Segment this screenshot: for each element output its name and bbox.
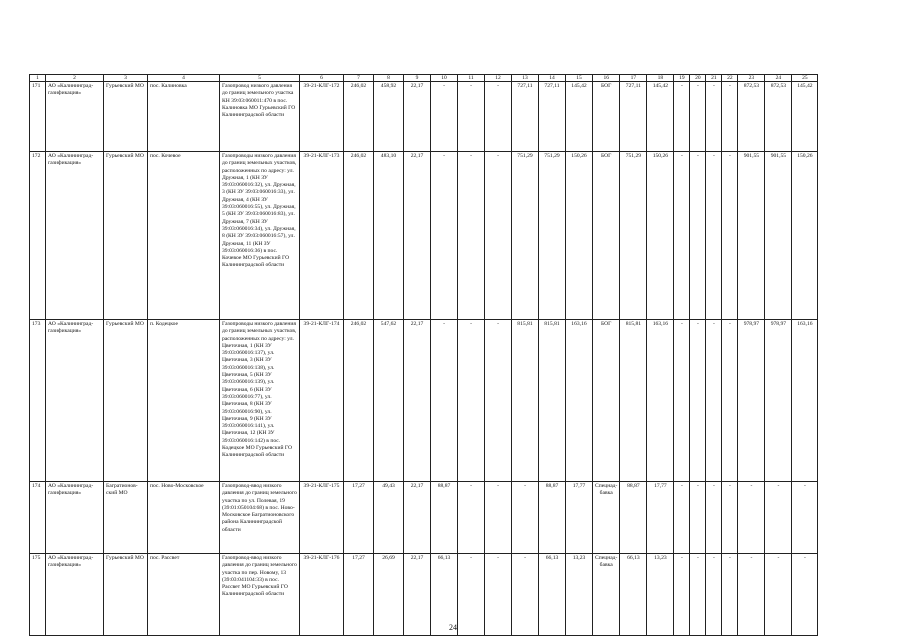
- table-cell: Гурьевский МО: [104, 82, 148, 152]
- table-cell: 145,42: [566, 82, 593, 152]
- column-number: 8: [374, 75, 404, 82]
- table-cell: БОГ: [593, 320, 620, 482]
- table-cell: -: [690, 554, 706, 636]
- table-cell: -: [458, 554, 485, 636]
- table-cell: 547,62: [374, 320, 404, 482]
- table-cell: -: [722, 320, 738, 482]
- table-cell: -: [674, 554, 690, 636]
- column-number: 3: [104, 75, 148, 82]
- table-cell: 17,27: [344, 554, 374, 636]
- table-cell: п. Кодецкое: [148, 320, 220, 482]
- table-cell: -: [706, 482, 722, 554]
- table-cell: Газопроводы низкого давления до границ земельных участков, расположенных по адресу: ул. Цветочная, 1 (КН ЗУ 39:03:060016:137), ул. Цветочная, 3 (КН ЗУ 39:03:060016:138), ул. Цветочная, 5 (КН ЗУ 39:03:060016:139), ул. Цветочная, 6 (КН ЗУ 39:03:060016:77), ул. Цветочная, 8 (КН ЗУ 39:03:060016:90), ул. Цветочная, 9 (КН ЗУ 39:03:060016:141), ул. Цветочная, 12 (КН ЗУ 39:03:060016:142) в пос. Кодецкое МО Гурьевский ГО Калининградской области: [220, 320, 300, 482]
- table-cell: 751,29: [620, 152, 647, 320]
- table-cell: -: [431, 152, 458, 320]
- table-cell: 145,42: [647, 82, 674, 152]
- table-cell: Газопровод-ввод низкого давления до границ земельного участка по пер. Новому, 13 (39:03:041104:33) в пос. Рассвет МО Гурьевский ГО Калининградской области: [220, 554, 300, 636]
- table-cell: -: [765, 482, 792, 554]
- column-number: 25: [792, 75, 818, 82]
- table-cell: 163,16: [792, 320, 818, 482]
- table-cell: пос. Ново-Московское: [148, 482, 220, 554]
- table-cell: -: [512, 554, 539, 636]
- table-cell: -: [722, 482, 738, 554]
- table-cell: 39-21-КЛГ-174: [300, 320, 344, 482]
- column-number: 18: [647, 75, 674, 82]
- table-cell: Газопровод низкого давления до границ земельного участка КН 39:03:060011:470 в пос. Калиновка МО Гурьевский ГО Калининградской области: [220, 82, 300, 152]
- table-cell: 22,17: [404, 554, 431, 636]
- table-cell: 66,13: [431, 554, 458, 636]
- table-cell: 88,87: [431, 482, 458, 554]
- table-cell: 815,81: [539, 320, 566, 482]
- table-cell: 173: [30, 320, 46, 482]
- table-cell: 901,55: [765, 152, 792, 320]
- table-cell: 22,17: [404, 482, 431, 554]
- table-cell: 17,27: [344, 482, 374, 554]
- table-cell: 751,29: [539, 152, 566, 320]
- column-number: 12: [485, 75, 512, 82]
- table-cell: 88,87: [620, 482, 647, 554]
- table-cell: АО «Калининград- газификация»: [46, 554, 104, 636]
- table-cell: 163,16: [647, 320, 674, 482]
- table-cell: 727,11: [620, 82, 647, 152]
- column-number: 24: [765, 75, 792, 82]
- table-cell: -: [485, 482, 512, 554]
- table-cell: 66,13: [539, 554, 566, 636]
- table-cell: 150,26: [792, 152, 818, 320]
- table-cell: 66,13: [620, 554, 647, 636]
- table-cell: -: [690, 482, 706, 554]
- column-number: 17: [620, 75, 647, 82]
- table-cell: -: [458, 482, 485, 554]
- table-cell: -: [458, 320, 485, 482]
- table-cell: 39-21-КЛГ-173: [300, 152, 344, 320]
- column-number: 19: [674, 75, 690, 82]
- table-cell: -: [722, 152, 738, 320]
- table-cell: пос. Рассвет: [148, 554, 220, 636]
- table-cell: 246,02: [344, 82, 374, 152]
- table-cell: Спецнад- бавка: [593, 482, 620, 554]
- table-cell: АО «Калининград- газификация»: [46, 152, 104, 320]
- table-cell: 901,55: [738, 152, 765, 320]
- table-row: [30, 82, 818, 152]
- table-row: [30, 482, 818, 554]
- table-cell: 22,17: [404, 152, 431, 320]
- column-number: 16: [593, 75, 620, 82]
- table-cell: -: [722, 554, 738, 636]
- table-cell: АО «Калининград- газификация»: [46, 320, 104, 482]
- table-cell: 171: [30, 82, 46, 152]
- table-cell: -: [512, 482, 539, 554]
- table-cell: Гурьевский МО: [104, 554, 148, 636]
- table-cell: -: [458, 152, 485, 320]
- table-cell: -: [690, 152, 706, 320]
- column-number: 9: [404, 75, 431, 82]
- table-cell: АО «Калининград- газификация»: [46, 482, 104, 554]
- table-cell: 174: [30, 482, 46, 554]
- table-cell: 751,29: [512, 152, 539, 320]
- table-cell: -: [485, 152, 512, 320]
- table-cell: -: [706, 82, 722, 152]
- table-cell: 163,16: [566, 320, 593, 482]
- table-row: [30, 152, 818, 320]
- table-cell: -: [485, 554, 512, 636]
- table-cell: 13,23: [566, 554, 593, 636]
- table-cell: -: [485, 82, 512, 152]
- column-number: 22: [722, 75, 738, 82]
- table-cell: -: [674, 482, 690, 554]
- table-cell: 145,42: [792, 82, 818, 152]
- table-row: [30, 554, 818, 636]
- column-number: 23: [738, 75, 765, 82]
- table-cell: -: [431, 82, 458, 152]
- column-number: 21: [706, 75, 722, 82]
- table-cell: 39-21-КЛГ-175: [300, 482, 344, 554]
- table-cell: 49,43: [374, 482, 404, 554]
- table-cell: 978,97: [738, 320, 765, 482]
- table-cell: 727,11: [512, 82, 539, 152]
- column-number: 14: [539, 75, 566, 82]
- table-cell: -: [792, 482, 818, 554]
- table-cell: -: [674, 320, 690, 482]
- table-cell: 22,17: [404, 320, 431, 482]
- table-cell: -: [722, 82, 738, 152]
- table-cell: -: [706, 320, 722, 482]
- table-cell: -: [674, 152, 690, 320]
- table-cell: 39-21-КЛГ-176: [300, 554, 344, 636]
- table-cell: 246,02: [344, 152, 374, 320]
- table-cell: -: [706, 152, 722, 320]
- table-cell: пос. Калиновка: [148, 82, 220, 152]
- table-cell: 88,87: [539, 482, 566, 554]
- table-cell: 246,02: [344, 320, 374, 482]
- column-number: 6: [300, 75, 344, 82]
- table-cell: Газопровод-ввод низкого давления до границ земельного участка по ул. Полевая, 19 (39:01:050104:68) в пос. Ново-Московское Багратионовского района Калининградской области: [220, 482, 300, 554]
- table-cell: 815,81: [512, 320, 539, 482]
- column-number: 20: [690, 75, 706, 82]
- table-cell: 815,81: [620, 320, 647, 482]
- table-cell: БОГ: [593, 82, 620, 152]
- table-row: [30, 320, 818, 482]
- column-number: 13: [512, 75, 539, 82]
- column-number: 2: [46, 75, 104, 82]
- column-number-row: [30, 75, 818, 82]
- table-cell: 150,26: [647, 152, 674, 320]
- table-cell: АО «Калининград- газификация»: [46, 82, 104, 152]
- table-cell: -: [485, 320, 512, 482]
- table-cell: -: [738, 554, 765, 636]
- table-cell: Багратионов- ский МО: [104, 482, 148, 554]
- table-cell: 17,77: [647, 482, 674, 554]
- table-cell: Гурьевский МО: [104, 152, 148, 320]
- table-cell: -: [738, 482, 765, 554]
- table-cell: -: [792, 554, 818, 636]
- table-cell: -: [690, 82, 706, 152]
- page-number: 24: [449, 623, 457, 632]
- column-number: 1: [30, 75, 46, 82]
- table-cell: -: [431, 320, 458, 482]
- table-cell: 17,77: [566, 482, 593, 554]
- table-cell: 483,10: [374, 152, 404, 320]
- table-cell: БОГ: [593, 152, 620, 320]
- table-cell: 458,92: [374, 82, 404, 152]
- column-number: 11: [458, 75, 485, 82]
- table-cell: -: [674, 82, 690, 152]
- table-cell: 727,11: [539, 82, 566, 152]
- table-cell: -: [765, 554, 792, 636]
- column-number: 5: [220, 75, 300, 82]
- table-cell: 39-21-КЛГ-172: [300, 82, 344, 152]
- column-number: 10: [431, 75, 458, 82]
- column-number: 15: [566, 75, 593, 82]
- table-cell: Газопроводы низкого давления до границ земельных участков, расположенных по адресу: ул. Дружная, 1 (КН ЗУ 39:03:060016:32), ул. Дружная, 3 (КН ЗУ 39:03:060016:33), ул. Дружная, 4 (КН ЗУ 39:03:060016:55), ул. Дружная, 5 (КН ЗУ 39:03:060016:83), ул. Дружная, 7 (КН ЗУ 39:03:060016:34), ул. Дружная, 8 (КН ЗУ 39:03:060016:57), ул. Дружная, 11 (КН ЗУ 39:03:060016:36) в пос. Кочевое МО Гурьевский ГО Калининградской области: [220, 152, 300, 320]
- table-cell: 22,17: [404, 82, 431, 152]
- table-cell: 172: [30, 152, 46, 320]
- column-number: 4: [148, 75, 220, 82]
- table-cell: Спецнад- бавка: [593, 554, 620, 636]
- tariff-table: [29, 74, 818, 636]
- table-cell: Гурьевский МО: [104, 320, 148, 482]
- table-cell: -: [458, 82, 485, 152]
- table-cell: -: [690, 320, 706, 482]
- table-cell: 175: [30, 554, 46, 636]
- table-cell: пос. Кочевое: [148, 152, 220, 320]
- table-cell: 872,53: [738, 82, 765, 152]
- table-cell: 26,69: [374, 554, 404, 636]
- table-cell: 978,97: [765, 320, 792, 482]
- column-number: 7: [344, 75, 374, 82]
- table-cell: 150,26: [566, 152, 593, 320]
- table-cell: 872,53: [765, 82, 792, 152]
- table-cell: 13,23: [647, 554, 674, 636]
- table-cell: -: [706, 554, 722, 636]
